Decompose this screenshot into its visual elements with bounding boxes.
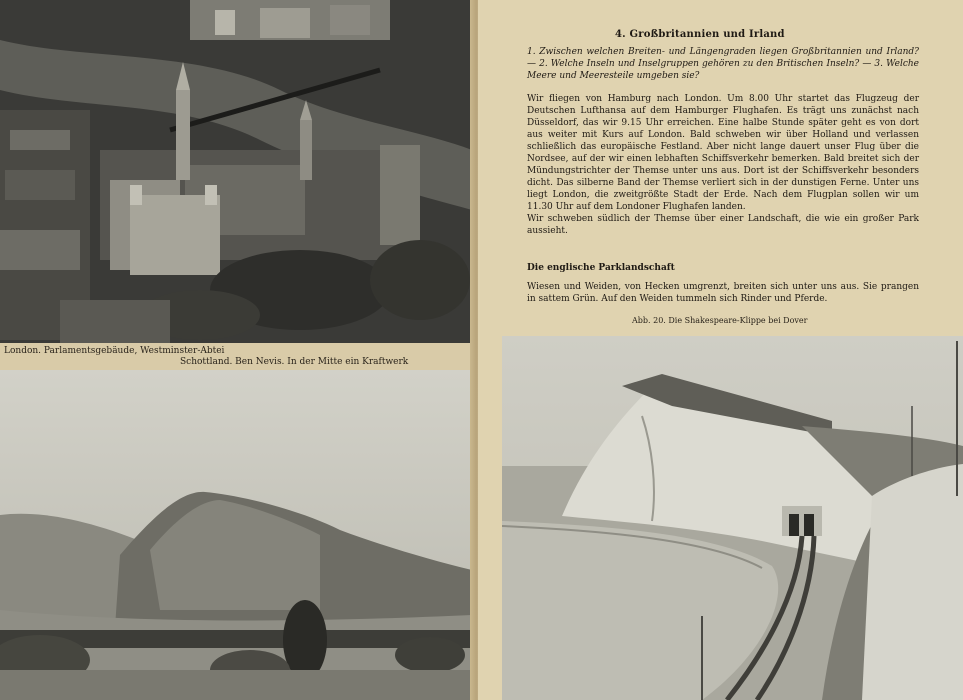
london-parliament-photo — [0, 0, 472, 343]
dover-cliff-photo — [502, 336, 963, 700]
figure-caption: Abb. 20. Die Shakespeare-Klippe bei Dover — [632, 316, 808, 325]
chapter-title: 4. Großbritannien und Irland — [615, 29, 785, 40]
paragraph-flight — [527, 93, 919, 237]
chapter-questions: 1. Zwischen welchen Breiten- und Längengraden liegen Großbritannien und Irland? — 2. Welche Inseln und Inselgruppen gehören zu den Britischen Inseln? — 3. Welche Meere und Meeresteile umgeben sie? — [527, 47, 919, 81]
paragraph-meadows: Wiesen und Weiden, von Hecken umgrenzt, breiten sich unter uns aus. Sie prangen in sattem Grün. Auf den Weiden tummeln sich Rinder und Pferde. — [527, 282, 919, 304]
ben-nevis-photo — [0, 370, 472, 700]
scotland-photo-caption: Schottland. Ben Nevis. In der Mitte ein Kraftwerk — [180, 357, 409, 367]
paragraph-flight-text: Wir fliegen von Hamburg nach London. Um 8.00 Uhr startet das Flugzeug der Deutschen Lufthansa auf dem Hamburger Flughafen. Es trägt uns zunächst nach Düsseldorf, das wir 9.15 Uhr erreichen. Eine halbe Stunde später geht es von dort aus weiter mit Kurs auf London. Bald schweben wir über Holland und verlassen schließlich das europäische Festland. Aber nicht lange dauert unser Flug über die Nordsee, auf der wir einen lebhaften Schiffsverkehr bemerken. Bald breitet sich der Mündungstrichter der Themse unter uns aus. Dort ist der Schiffsverkehr besonders dicht. Das silberne Band der Themse verliert sich in der dunstigen Ferne. Unter uns liegt London, die zweitgrößte Stadt der Erde. Nach dem Flugplan sollen wir um 11.30 Uhr auf dem Londoner Flughafen landen. — [527, 94, 919, 212]
london-photo-caption: London. Parlamentsgebäude, Westminster-Abtei — [4, 346, 225, 356]
left-page — [0, 0, 478, 700]
section-subheading: Die englische Parklandschaft — [527, 263, 675, 273]
paragraph-park-text: Wir schweben südlich der Themse über einer Landschaft, die wie ein großer Park aussieht. — [527, 214, 919, 236]
